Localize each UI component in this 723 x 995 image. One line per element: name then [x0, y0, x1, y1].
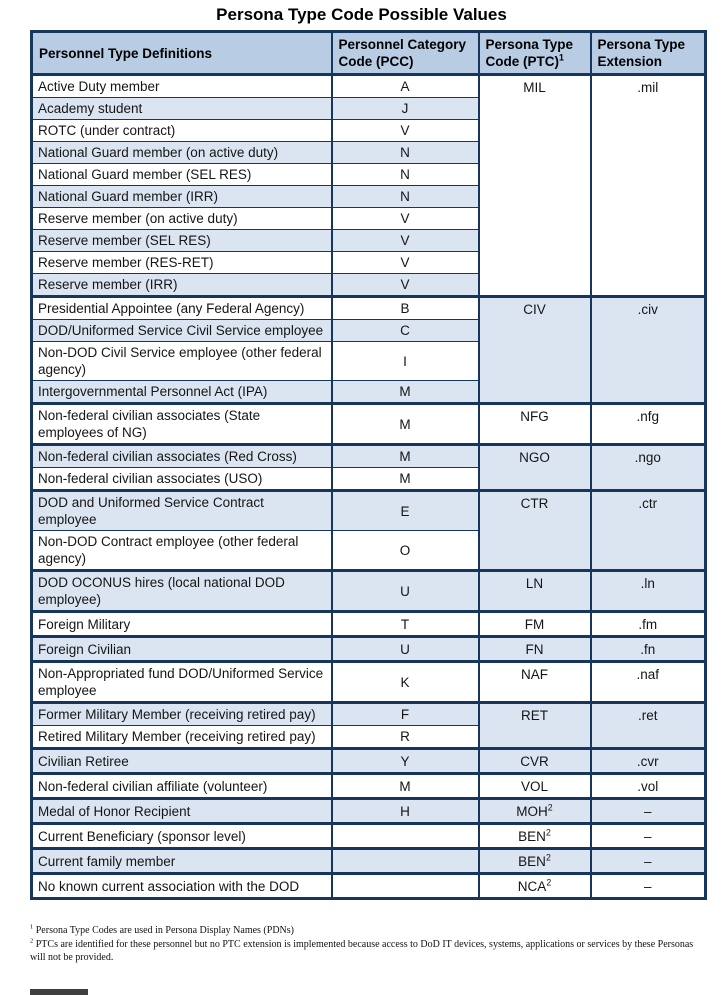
- ptc-cell: LN: [479, 571, 591, 612]
- ptc-cell: MOH$^2$: [479, 799, 591, 824]
- ptc-cell: CTR: [479, 491, 591, 571]
- ptc-cell: RET: [479, 703, 591, 749]
- definition-cell: Reserve member (on active duty): [32, 208, 332, 230]
- pcc-cell: M: [332, 381, 479, 404]
- extension-cell: –: [591, 874, 706, 899]
- definition-cell: DOD and Uniformed Service Contract employee: [32, 491, 332, 531]
- table-row: [32, 75, 706, 98]
- pcc-cell: N: [332, 186, 479, 208]
- pcc-cell: U: [332, 571, 479, 612]
- extension-cell: –: [591, 799, 706, 824]
- extension-cell: .fn: [591, 637, 706, 662]
- pcc-cell: H: [332, 799, 479, 824]
- definition-cell: Current Beneficiary (sponsor level): [32, 824, 332, 849]
- ptc-cell: BEN$^2$: [479, 824, 591, 849]
- pcc-cell: V: [332, 208, 479, 230]
- persona-type-table: [30, 30, 707, 900]
- ptc-cell: BEN$^2$: [479, 849, 591, 874]
- definition-cell: No known current association with the DOD: [32, 874, 332, 899]
- pcc-cell: B: [332, 297, 479, 320]
- pcc-cell: K: [332, 662, 479, 703]
- definition-cell: Reserve member (SEL RES): [32, 230, 332, 252]
- definition-cell: ROTC (under contract): [32, 120, 332, 142]
- ptc-cell: FN: [479, 637, 591, 662]
- column-header-3: Persona Type Code (PTC)$^1$: [479, 32, 591, 75]
- extension-cell: .fm: [591, 612, 706, 637]
- extension-cell: .ctr: [591, 491, 706, 571]
- ptc-cell: MIL: [479, 75, 591, 297]
- definition-cell: Non-DOD Contract employee (other federal agency): [32, 531, 332, 571]
- page-title: Persona Type Code Possible Values: [216, 5, 507, 24]
- definition-cell: Non-federal civilian associates (Red Cross): [32, 445, 332, 468]
- definition-cell: Medal of Honor Recipient: [32, 799, 332, 824]
- pcc-cell: M: [332, 468, 479, 491]
- pcc-cell: M: [332, 404, 479, 445]
- table-row: [32, 297, 706, 320]
- ptc-cell: NCA$^2$: [479, 874, 591, 899]
- table-row: [32, 749, 706, 774]
- definition-cell: DOD/Uniformed Service Civil Service employee: [32, 320, 332, 342]
- extension-cell: .ngo: [591, 445, 706, 491]
- extension-cell: –: [591, 824, 706, 849]
- extension-cell: .ret: [591, 703, 706, 749]
- table-row: [32, 824, 706, 849]
- definition-cell: Non-DOD Civil Service employee (other federal agency): [32, 342, 332, 381]
- definition-cell: National Guard member (SEL RES): [32, 164, 332, 186]
- header-row: [32, 32, 706, 75]
- extension-cell: .cvr: [591, 749, 706, 774]
- pcc-cell: O: [332, 531, 479, 571]
- definition-cell: National Guard member (on active duty): [32, 142, 332, 164]
- column-header-1: Personnel Type Definitions: [32, 32, 332, 75]
- extension-cell: .nfg: [591, 404, 706, 445]
- table-body: [32, 75, 706, 899]
- ptc-cell: VOL: [479, 774, 591, 799]
- definition-cell: Non-Appropriated fund DOD/Uniformed Service employee: [32, 662, 332, 703]
- definition-cell: Retired Military Member (receiving retired pay): [32, 726, 332, 749]
- pcc-cell: V: [332, 120, 479, 142]
- table-row: [32, 849, 706, 874]
- footnote: $^2$ PTCs are identified for these personnel but no PTC extension is implemented because access to DoD IT devices, systems, applications or services by these Personas will not be provided.: [30, 937, 694, 963]
- ptc-cell: CVR: [479, 749, 591, 774]
- table-row: [32, 799, 706, 824]
- pcc-cell: N: [332, 164, 479, 186]
- table-row: [32, 662, 706, 703]
- pcc-cell: [332, 824, 479, 849]
- pcc-cell: C: [332, 320, 479, 342]
- definition-cell: Intergovernmental Personnel Act (IPA): [32, 381, 332, 404]
- definition-cell: Current family member: [32, 849, 332, 874]
- pcc-cell: U: [332, 637, 479, 662]
- table-row: [32, 703, 706, 726]
- pcc-cell: R: [332, 726, 479, 749]
- pcc-cell: F: [332, 703, 479, 726]
- definition-cell: Non-federal civilian associates (State employees of NG): [32, 404, 332, 445]
- ptc-cell: NAF: [479, 662, 591, 703]
- footnotes: [30, 924, 708, 965]
- table-row: [32, 637, 706, 662]
- pcc-cell: N: [332, 142, 479, 164]
- extension-cell: –: [591, 849, 706, 874]
- definition-cell: Former Military Member (receiving retired pay): [32, 703, 332, 726]
- definition-cell: Civilian Retiree: [32, 749, 332, 774]
- table-row: [32, 404, 706, 445]
- pcc-cell: M: [332, 445, 479, 468]
- pcc-cell: V: [332, 230, 479, 252]
- footnote: $^1$ Persona Type Codes are used in Persona Display Names (PDNs): [30, 923, 294, 936]
- definition-cell: Reserve member (IRR): [32, 274, 332, 297]
- pcc-cell: T: [332, 612, 479, 637]
- extension-cell: .ln: [591, 571, 706, 612]
- definition-cell: Non-federal civilian affiliate (volunteer): [32, 774, 332, 799]
- pcc-cell: J: [332, 98, 479, 120]
- definition-cell: National Guard member (IRR): [32, 186, 332, 208]
- table-row: [32, 774, 706, 799]
- column-header-4: Persona Type Extension: [591, 32, 706, 75]
- pcc-cell: I: [332, 342, 479, 381]
- definition-cell: DOD OCONUS hires (local national DOD employee): [32, 571, 332, 612]
- ptc-cell: NGO: [479, 445, 591, 491]
- table-row: [32, 874, 706, 899]
- definition-cell: Foreign Civilian: [32, 637, 332, 662]
- column-header-2: Personnel Category Code (PCC): [332, 32, 479, 75]
- definition-cell: Non-federal civilian associates (USO): [32, 468, 332, 491]
- table-row: [32, 491, 706, 531]
- pcc-cell: V: [332, 274, 479, 297]
- extension-cell: .civ: [591, 297, 706, 404]
- ptc-cell: NFG: [479, 404, 591, 445]
- table-header: [32, 32, 706, 75]
- pcc-cell: A: [332, 75, 479, 98]
- pcc-cell: Y: [332, 749, 479, 774]
- extension-cell: .mil: [591, 75, 706, 297]
- definition-cell: Academy student: [32, 98, 332, 120]
- pcc-cell: [332, 849, 479, 874]
- extension-cell: .vol: [591, 774, 706, 799]
- table-row: [32, 445, 706, 468]
- pcc-cell: V: [332, 252, 479, 274]
- ptc-cell: CIV: [479, 297, 591, 404]
- table-row: [32, 612, 706, 637]
- definition-cell: Foreign Military: [32, 612, 332, 637]
- ptc-cell: FM: [479, 612, 591, 637]
- extension-cell: .naf: [591, 662, 706, 703]
- pcc-cell: M: [332, 774, 479, 799]
- definition-cell: Reserve member (RES-RET): [32, 252, 332, 274]
- definition-cell: Active Duty member: [32, 75, 332, 98]
- pcc-cell: E: [332, 491, 479, 531]
- definition-cell: Presidential Appointee (any Federal Agency): [32, 297, 332, 320]
- table-row: [32, 571, 706, 612]
- pcc-cell: [332, 874, 479, 899]
